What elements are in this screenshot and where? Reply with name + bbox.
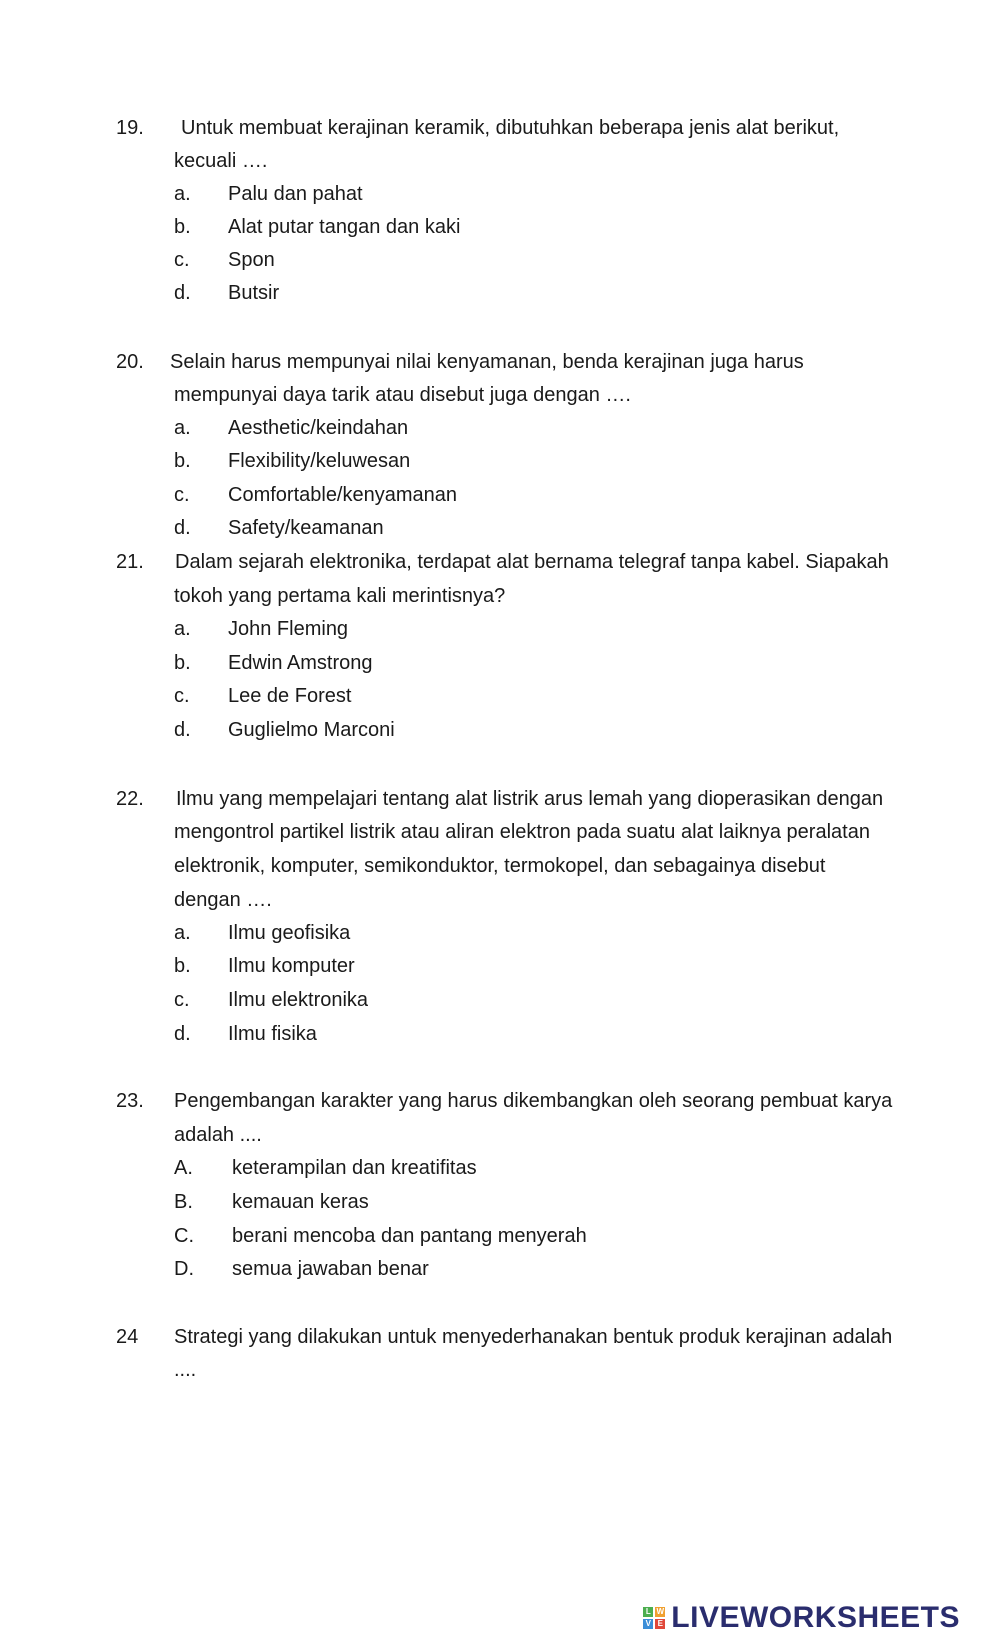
option-label: c. bbox=[174, 484, 190, 506]
option-label: a. bbox=[174, 417, 191, 439]
logo-blocks-icon bbox=[643, 1607, 665, 1629]
option-text[interactable]: keterampilan dan kreatifitas bbox=[232, 1157, 477, 1179]
question-number: 23. bbox=[116, 1090, 144, 1112]
logo-block: W bbox=[656, 1607, 665, 1616]
option-text[interactable]: semua jawaban benar bbox=[232, 1258, 429, 1280]
question-text: .... bbox=[174, 1359, 197, 1381]
question-text: tokoh yang pertama kali merintisnya? bbox=[174, 585, 506, 607]
option-label: a. bbox=[174, 922, 191, 944]
option-text[interactable]: Lee de Forest bbox=[228, 685, 352, 707]
option-label: D. bbox=[174, 1258, 194, 1280]
logo-block: V bbox=[643, 1619, 653, 1629]
option-text[interactable]: Spon bbox=[228, 249, 275, 271]
liveworksheets-logo[interactable] bbox=[643, 1601, 960, 1635]
question-text: dengan …. bbox=[174, 889, 272, 911]
option-label: c. bbox=[174, 685, 190, 707]
option-label: C. bbox=[174, 1225, 194, 1247]
option-text[interactable]: Alat putar tangan dan kaki bbox=[228, 216, 461, 238]
question-number: 20. bbox=[116, 351, 144, 373]
option-text[interactable]: Ilmu fisika bbox=[228, 1023, 317, 1045]
option-label: B. bbox=[174, 1191, 193, 1213]
question-text: elektronik, komputer, semikonduktor, termokopel, dan sebagainya disebut bbox=[174, 855, 826, 877]
option-label: b. bbox=[174, 450, 191, 472]
question-text: Ilmu yang mempelajari tentang alat listrik arus lemah yang dioperasikan dengan bbox=[176, 788, 884, 810]
option-label: a. bbox=[174, 618, 191, 640]
option-text[interactable]: Ilmu elektronika bbox=[228, 989, 369, 1011]
option-text[interactable]: Comfortable/kenyamanan bbox=[228, 484, 458, 506]
option-text[interactable]: berani mencoba dan pantang menyerah bbox=[232, 1225, 587, 1247]
logo-text: LIVEWORKSHEETS bbox=[671, 1601, 960, 1634]
question-number: 21. bbox=[116, 551, 144, 573]
option-text[interactable]: Ilmu geofisika bbox=[228, 922, 351, 944]
question-number: 19. bbox=[116, 117, 144, 139]
option-text[interactable]: Palu dan pahat bbox=[228, 183, 363, 205]
question-text: Pengembangan karakter yang harus dikembangkan oleh seorang pembuat karya bbox=[174, 1090, 893, 1112]
option-text[interactable]: Guglielmo Marconi bbox=[228, 719, 395, 741]
option-label: d. bbox=[174, 1023, 191, 1045]
logo-block: E bbox=[655, 1619, 665, 1629]
option-text[interactable]: Aesthetic/keindahan bbox=[228, 417, 409, 439]
logo-block: L bbox=[643, 1607, 653, 1617]
option-label: b. bbox=[174, 652, 191, 674]
option-text[interactable]: Butsir bbox=[228, 282, 280, 304]
question-text: mengontrol partikel listrik atau aliran elektron pada suatu alat laiknya peralatan bbox=[174, 821, 870, 843]
option-label: b. bbox=[174, 216, 191, 238]
option-text[interactable]: Flexibility/keluwesan bbox=[228, 450, 411, 472]
question-text: mempunyai daya tarik atau disebut juga dengan …. bbox=[174, 384, 631, 406]
option-text[interactable]: John Fleming bbox=[228, 618, 349, 640]
question-text: Untuk membuat kerajinan keramik, dibutuhkan beberapa jenis alat berikut, bbox=[181, 117, 840, 139]
question-text: Dalam sejarah elektronika, terdapat alat bernama telegraf tanpa kabel. Siapakah bbox=[175, 551, 889, 573]
option-label: d. bbox=[174, 517, 191, 539]
question-text: Selain harus mempunyai nilai kenyamanan, benda kerajinan juga harus bbox=[170, 351, 804, 373]
option-label: c. bbox=[174, 249, 190, 271]
option-label: d. bbox=[174, 282, 191, 304]
question-number: 24 bbox=[116, 1326, 139, 1348]
option-label: d. bbox=[174, 719, 191, 741]
option-text[interactable]: kemauan keras bbox=[232, 1191, 369, 1213]
option-label: b. bbox=[174, 955, 191, 977]
option-label: A. bbox=[174, 1157, 193, 1179]
question-text: adalah .... bbox=[174, 1124, 262, 1146]
question-number: 22. bbox=[116, 788, 144, 810]
option-text[interactable]: Edwin Amstrong bbox=[228, 652, 373, 674]
question-text: Strategi yang dilakukan untuk menyederhanakan bentuk produk kerajinan adalah bbox=[174, 1326, 893, 1348]
option-text[interactable]: Ilmu komputer bbox=[228, 955, 355, 977]
option-text[interactable]: Safety/keamanan bbox=[228, 517, 384, 539]
question-text: kecuali …. bbox=[174, 150, 268, 172]
option-label: a. bbox=[174, 183, 191, 205]
option-label: c. bbox=[174, 989, 190, 1011]
